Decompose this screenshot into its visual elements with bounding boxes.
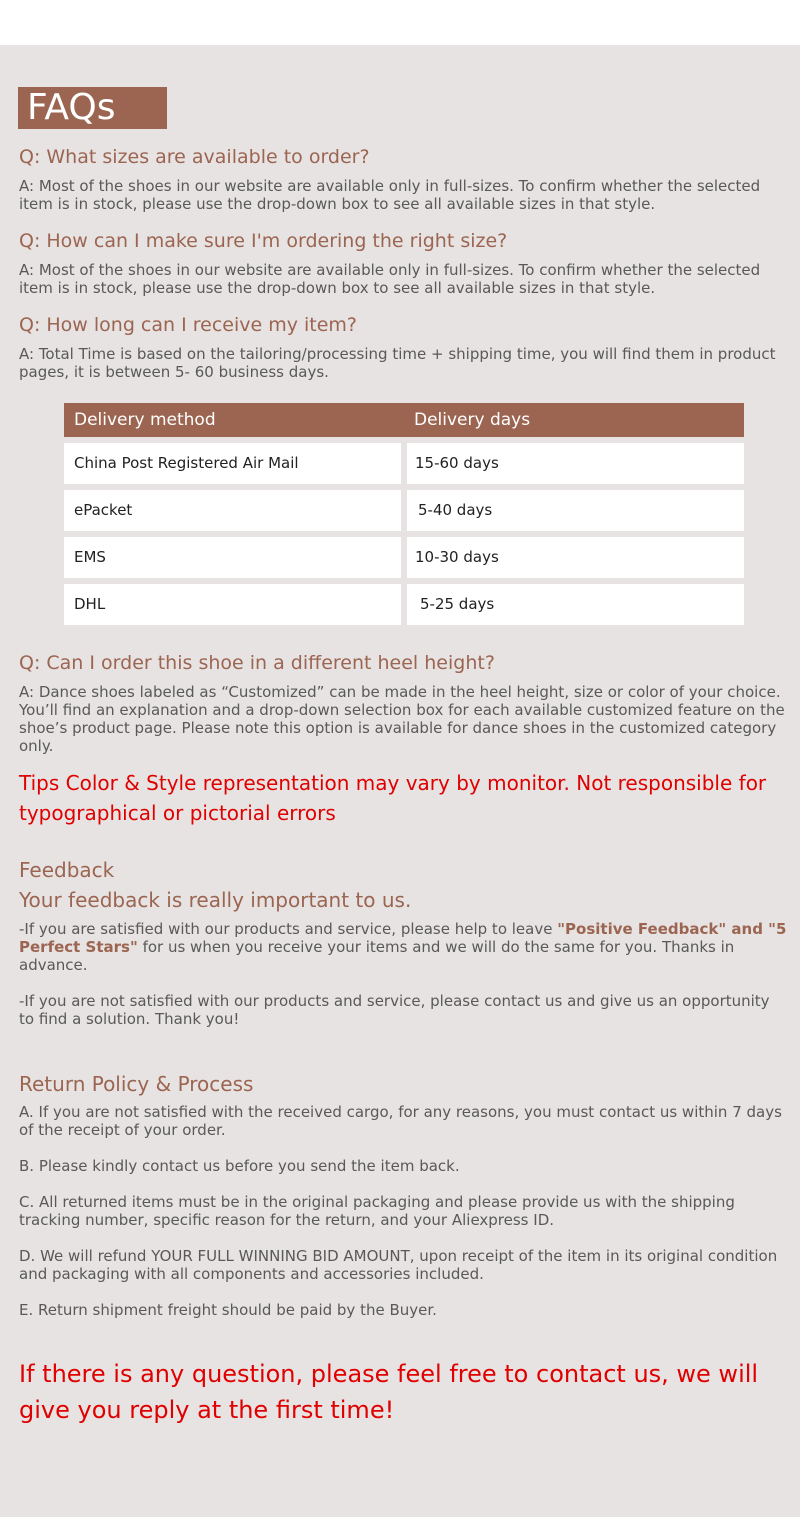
feedback-text-after: for us when you receive your items and we will do the same for you. Thanks in advance. [19, 938, 735, 974]
feedback-title: Feedback [19, 858, 115, 882]
table-cell-method: DHL [64, 584, 401, 625]
header-delivery-days: Delivery days [414, 410, 531, 430]
faq-question-3: Q: How long can I receive my item? [19, 314, 358, 336]
faq-question-1: Q: What sizes are available to order? [19, 146, 370, 168]
header-delivery-method: Delivery method [74, 410, 216, 430]
faq-answer-3: A: Total Time is based on the tailoring/processing time + shipping time, you will find them in product pages, it is between 5- 60 business days. [19, 345, 776, 381]
feedback-highlight: "Positive Feedback" and "5 Perfect Stars" [19, 920, 787, 956]
feedback-paragraph-1 [19, 920, 789, 974]
table-cell-days: 15-60 days [407, 443, 744, 484]
faq-answer-2: A: Most of the shoes in our website are available only in full-sizes. To confirm whether the selected item is in stock, please use the drop-down box to see all available sizes in that style. [19, 261, 761, 297]
top-white-bar [0, 0, 800, 45]
faqs-title: FAQs [18, 87, 167, 129]
table-cell-method: ePacket [64, 490, 401, 531]
table-cell-method: China Post Registered Air Mail [64, 443, 401, 484]
return-policy-item-a: A. If you are not satisfied with the received cargo, for any reasons, you must contact us within 7 days of the receipt of your order. [19, 1103, 782, 1139]
feedback-subtitle: Your feedback is really important to us. [19, 888, 412, 912]
closing-message: If there is any question, please feel free to contact us, we will give you reply at the first time! [19, 1360, 759, 1424]
tips-notice: Tips Color & Style representation may vary by monitor. Not responsible for typographical or pictorial errors [19, 771, 767, 825]
return-policy-title: Return Policy & Process [19, 1072, 254, 1096]
table-cell-days: 5-25 days [407, 584, 744, 625]
return-policy-item-c: C. All returned items must be in the original packaging and please provide us with the shipping tracking number, specific reason for the return, and your Aliexpress ID. [19, 1193, 735, 1229]
faq-answer-4: A: Dance shoes labeled as “Customized” can be made in the heel height, size or color of your choice. You’ll find an explanation and a drop-down selection box for each available customized feature on the shoe’s product page. Please note this option is available for dance shoes in the customized category only. [19, 683, 785, 755]
table-cell-days: 5-40 days [407, 490, 744, 531]
return-policy-item-b: B. Please kindly contact us before you send the item back. [19, 1157, 460, 1175]
faq-question-2: Q: How can I make sure I'm ordering the right size? [19, 230, 508, 252]
table-cell-method: EMS [64, 537, 401, 578]
faq-question-4: Q: Can I order this shoe in a different heel height? [19, 652, 495, 674]
table-cell-days: 10-30 days [407, 537, 744, 578]
return-policy-item-e: E. Return shipment freight should be paid by the Buyer. [19, 1301, 437, 1319]
feedback-paragraph-2: -If you are not satisfied with our products and service, please contact us and give us an opportunity to find a solution. Thank you! [19, 992, 770, 1028]
faq-answer-1: A: Most of the shoes in our website are available only in full-sizes. To confirm whether the selected item is in stock, please use the drop-down box to see all available sizes in that style. [19, 177, 761, 213]
return-policy-item-d: D. We will refund YOUR FULL WINNING BID AMOUNT, upon receipt of the item in its original condition and packaging with all components and accessories included. [19, 1247, 778, 1283]
delivery-table-header [64, 403, 744, 437]
feedback-text-before: -If you are satisfied with our products and service, please help to leave [19, 920, 558, 938]
